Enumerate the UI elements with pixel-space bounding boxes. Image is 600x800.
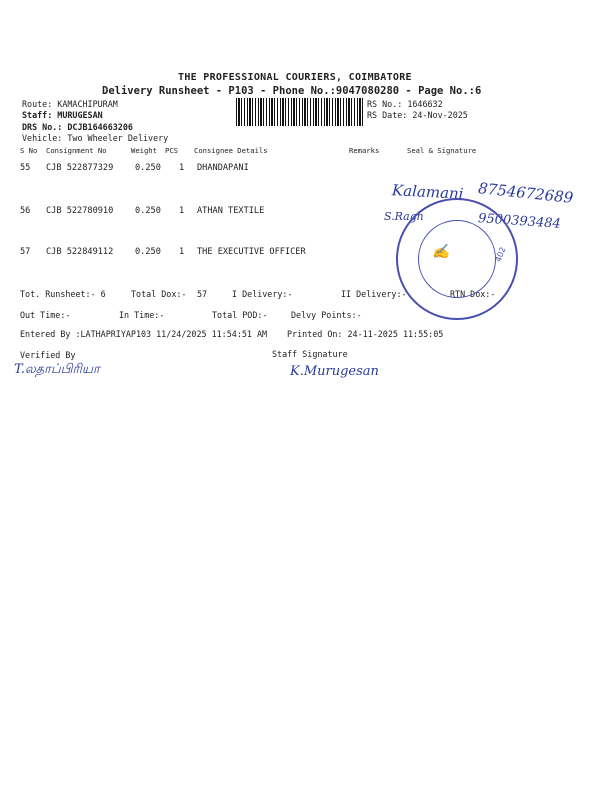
company-title: THE PROFESSIONAL COURIERS, COIMBATORE (178, 72, 412, 83)
col-seal: Seal & Signature (407, 146, 477, 155)
row-sno: 57 (20, 247, 31, 257)
row-consignment: CJB 522849112 (46, 247, 114, 257)
stamp-signature-icon: ✍ (432, 244, 450, 260)
row-sno: 55 (20, 163, 31, 173)
i-delivery: I Delivery:- (232, 289, 293, 299)
col-sno: S No (20, 146, 38, 155)
stamp-number: 402 (493, 245, 508, 264)
ii-delivery: II Delivery:- (341, 289, 407, 299)
col-consignee: Consignee Details (194, 146, 268, 155)
row-sno: 56 (20, 206, 31, 216)
row-consignee: DHANDAPANI (197, 163, 249, 173)
rtn-dox: RTN Dox:- (450, 289, 496, 299)
total-dox-value: 57 (197, 289, 208, 299)
printed-on: Printed On: 24-11-2025 11:55:05 (287, 329, 444, 339)
row-pcs: 1 (179, 163, 185, 173)
row-weight: 0.250 (135, 247, 161, 257)
stamp-inner-ring (418, 220, 496, 298)
row-consignee: THE EXECUTIVE OFFICER (197, 247, 306, 257)
col-pcs: PCS (165, 146, 178, 155)
barcode (236, 98, 364, 126)
row-consignment: CJB 522780910 (46, 206, 114, 216)
vehicle-label: Vehicle: Two Wheeler Delivery (22, 133, 169, 143)
receiver-phone-handwriting: 8754672689 (477, 179, 575, 207)
staff-signature-label: Staff Signature (272, 349, 348, 359)
staff-signature: K.Murugesan (290, 364, 379, 379)
col-remarks: Remarks (349, 146, 380, 155)
col-consignment: Consignment No (46, 146, 107, 155)
row-consignee: ATHAN TEXTILE (197, 206, 265, 216)
total-pod: Total POD:- (212, 310, 268, 320)
rs-date: RS Date: 24-Nov-2025 (367, 110, 468, 120)
receiver-name-handwriting: Kalamani (391, 181, 464, 203)
col-weight: Weight (131, 146, 157, 155)
row-pcs: 1 (179, 206, 185, 216)
rs-number: RS No.: 1646632 (367, 99, 443, 109)
runsheet-subtitle: Delivery Runsheet - P103 - Phone No.:9047080280 - Page No.:6 (102, 85, 482, 97)
drs-label: DRS No.: DCJB164663206 (22, 122, 133, 132)
route-label: Route: KAMACHIPURAM (22, 99, 118, 109)
in-time: In Time:- (119, 310, 165, 320)
entered-by: Entered By :LATHAPRIYAP103 11/24/2025 11:54:51 AM (20, 329, 268, 339)
tot-runsheet: Tot. Runsheet:- 6 (20, 289, 106, 299)
delvy-points: Delvy Points:- (291, 310, 362, 320)
second-name-handwriting: S.Ragh (384, 210, 424, 223)
row-weight: 0.250 (135, 163, 161, 173)
row-pcs: 1 (179, 247, 185, 257)
row-consignment: CJB 522877329 (46, 163, 114, 173)
total-dox-label: Total Dox:- (131, 289, 187, 299)
staff-label: Staff: MURUGESAN (22, 110, 103, 120)
seal-stamp (396, 198, 518, 320)
second-phone-handwriting: 9500393484 (477, 211, 562, 232)
verified-by-label: Verified By (20, 350, 76, 360)
verifier-signature: T.லதாப்பிரியா (14, 362, 100, 377)
out-time: Out Time:- (20, 310, 71, 320)
row-weight: 0.250 (135, 206, 161, 216)
